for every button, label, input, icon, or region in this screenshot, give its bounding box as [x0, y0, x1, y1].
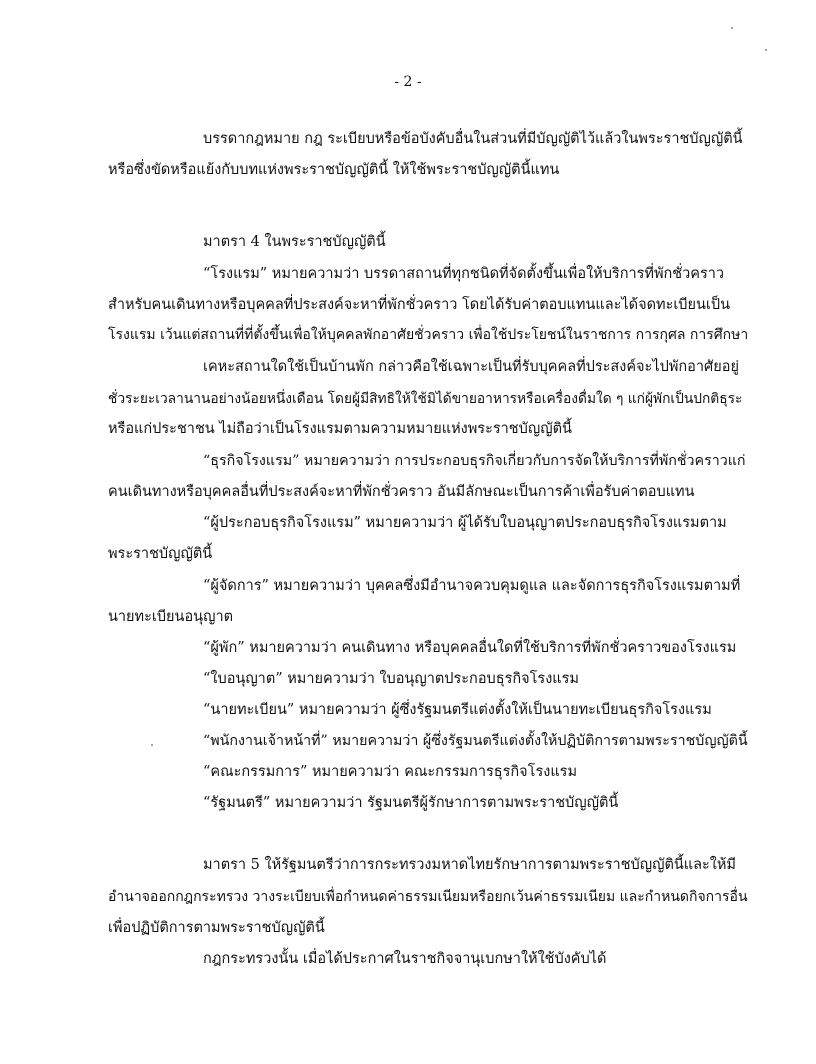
definition-operator-line-1: “ผู้ประกอบธุรกิจโรงแรม” หมายความว่า ผู้ได้รับใบอนุญาตประกอบธุรกิจโรงแรมตาม	[203, 515, 727, 531]
scan-speck	[151, 744, 153, 746]
definition-operator-line-2: พระราชบัญญัตินี้	[108, 546, 213, 562]
definition-registrar: “นายทะเบียน” หมายความว่า ผู้ซึ่งรัฐมนตรีแต่งตั้งให้เป็นนายทะเบียนธุรกิจโรงแรม	[203, 702, 712, 718]
definition-hotel-line-2: สำหรับคนเดินทางหรือบุคคลที่ประสงค์จะหาที่พักชั่วคราว โดยได้รับค่าตอบแทนและได้จดทะเบียนเป็น	[108, 297, 730, 313]
definition-license: “ใบอนุญาต” หมายความว่า ใบอนุญาตประกอบธุรกิจโรงแรม	[203, 671, 579, 687]
repeal-line-2: หรือซึ่งขัดหรือแย้งกับบทแห่งพระราชบัญญัตินี้ ให้ใช้พระราชบัญญัตินี้แทน	[108, 162, 560, 178]
definition-hotel-business-line-2: คนเดินทางหรือบุคคลอื่นที่ประสงค์จะหาที่พักชั่วคราว อันมีลักษณะเป็นการค้าเพื่อรับค่าตอบแทน	[108, 484, 695, 500]
definition-hotel-line-6: หรือแก่ประชาชน ไม่ถือว่าเป็นโรงแรมตามความหมายแห่งพระราชบัญญัตินี้	[108, 421, 572, 437]
section-5-line-2: อำนาจออกกฎกระทรวง วางระเบียบเพื่อกำหนดค่าธรรมเนียมหรือยกเว้นค่าธรรมเนียม และกำหนดกิจการอื่น	[108, 889, 748, 905]
definition-guest: “ผู้พัก” หมายความว่า คนเดินทาง หรือบุคคลอื่นใดที่ใช้บริการที่พักชั่วคราวของโรงแรม	[203, 640, 737, 656]
definition-manager-line-1: “ผู้จัดการ” หมายความว่า บุคคลซึ่งมีอำนาจควบคุมดูแล และจัดการธุรกิจโรงแรมตามที่	[203, 578, 741, 594]
definition-hotel-line-3: โรงแรม เว้นแต่สถานที่ที่ตั้งขึ้นเพื่อให้บุคคลพักอาศัยชั่วคราว เพื่อใช้ประโยชน์ในราชการ การกุศล การศึกษา	[108, 327, 749, 343]
definition-manager-line-2: นายทะเบียนอนุญาต	[108, 609, 233, 625]
definition-hotel-line-4: เคหะสถานใดใช้เป็นบ้านพัก กล่าวคือใช้เฉพาะเป็นที่รับบุคคลที่ประสงค์จะไปพักอาศัยอยู่	[203, 359, 739, 375]
definition-minister: “รัฐมนตรี” หมายความว่า รัฐมนตรีผู้รักษาการตามพระราชบัญญัตินี้	[203, 795, 619, 811]
scan-speck	[731, 27, 733, 29]
definition-official: “พนักงานเจ้าหน้าที่” หมายความว่า ผู้ซึ่งรัฐมนตรีแต่งตั้งให้ปฏิบัติการตามพระราชบัญญัตินี้	[203, 733, 748, 749]
definition-hotel-line-1: “โรงแรม” หมายความว่า บรรดาสถานที่ทุกชนิดที่จัดตั้งขึ้นเพื่อให้บริการที่พักชั่วคราว	[203, 266, 725, 282]
scan-speck	[765, 49, 767, 51]
repeal-line-1: บรรดากฎหมาย กฎ ระเบียบหรือข้อบังคับอื่นในส่วนที่มีบัญญัติไว้แล้วในพระราชบัญญัตินี้	[203, 131, 743, 147]
section-4-heading: มาตรา 4 ในพระราชบัญญัตินี้	[203, 234, 386, 250]
section-5-line-1: มาตรา 5 ให้รัฐมนตรีว่าการกระทรวงมหาดไทยรักษาการตามพระราชบัญญัตินี้และให้มี	[203, 857, 736, 873]
section-5-last-line: กฎกระทรวงนั้น เมื่อได้ประกาศในราชกิจจานุเบกษาให้ใช้บังคับได้	[203, 951, 607, 967]
definition-hotel-line-5: ชั่วระยะเวลานานอย่างน้อยหนึ่งเดือน โดยผู้มีสิทธิให้ใช้มิได้ขายอาหารหรือเครื่องดื่มใด ๆ แก่ผู้พักเป็นปกติธุระ	[108, 391, 743, 407]
definition-hotel-business-line-1: “ธุรกิจโรงแรม” หมายความว่า การประกอบธุรกิจเกี่ยวกับการจัดให้บริการที่พักชั่วคราวแก่	[203, 453, 746, 469]
section-5-line-3: เพื่อปฏิบัติการตามพระราชบัญญัตินี้	[108, 920, 325, 936]
definition-committee: “คณะกรรมการ” หมายความว่า คณะกรรมการธุรกิจโรงแรม	[203, 764, 578, 780]
page-number: - 2 -	[394, 74, 422, 90]
